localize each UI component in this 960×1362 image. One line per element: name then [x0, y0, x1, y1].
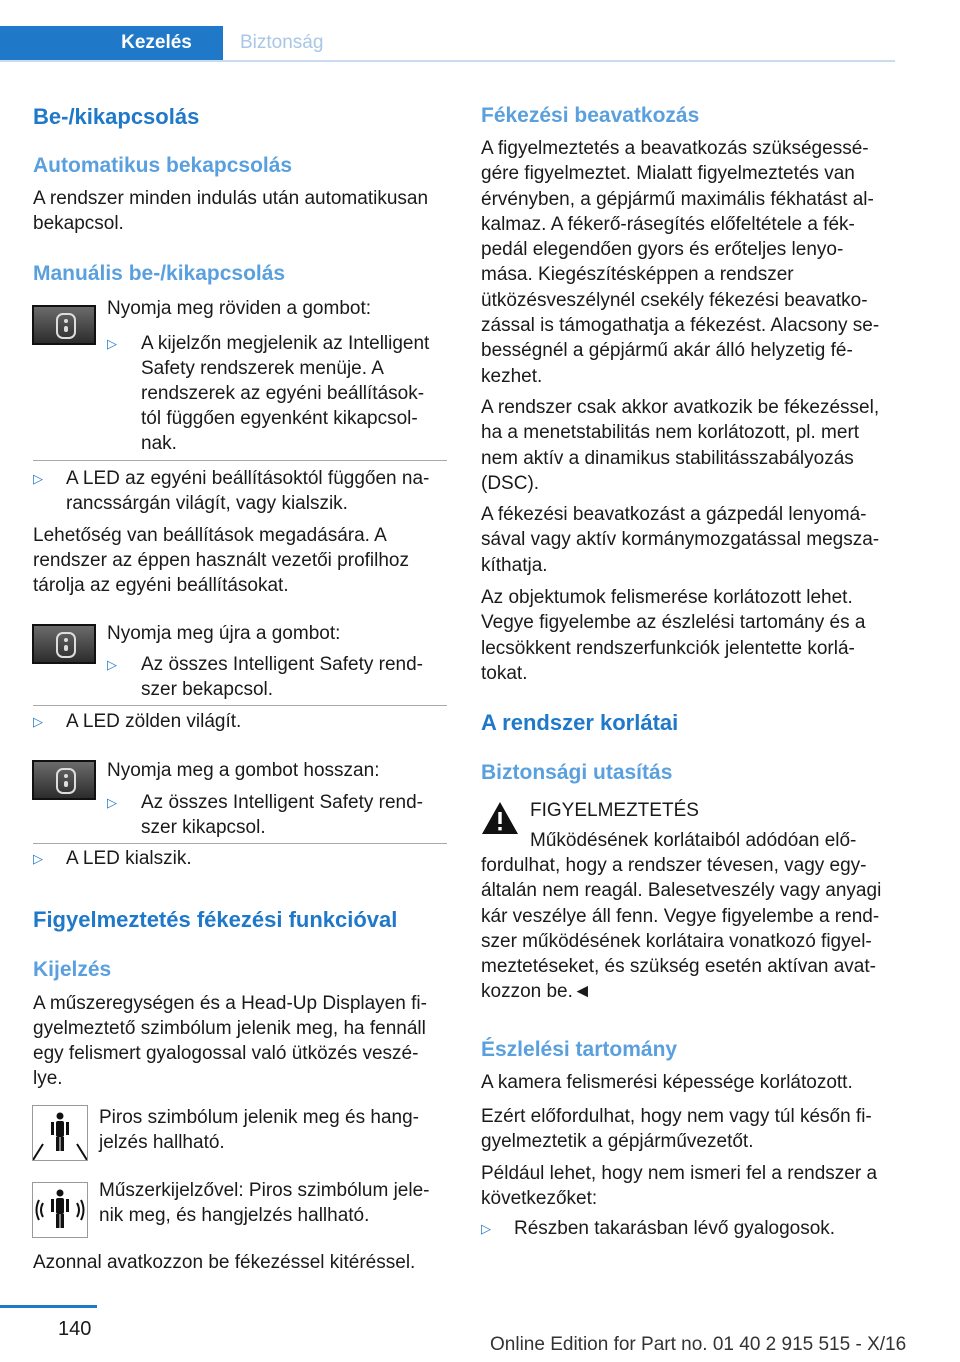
disp-l2: gyelmeztető szimbólum jelenik meg, ha fennáll: [33, 1018, 426, 1039]
text-line: kíthatja.: [481, 554, 548, 576]
tab-biztonsag[interactable]: Biztonság: [240, 32, 324, 53]
warning-title: FIGYELMEZTETÉS: [530, 800, 699, 821]
triangle-bullet-icon: ▷: [481, 1221, 491, 1236]
edition-text: Online Edition for Part no. 01 40 2 915 515 - X/16: [490, 1334, 907, 1355]
triangle-bullet-icon: ▷: [33, 851, 43, 866]
text-line: Az objektumok felismerése korlátozott lehet.: [481, 587, 853, 608]
b3-item1-l1: Az összes Intelligent Safety rend‐: [141, 792, 423, 813]
disp-l4: lye.: [33, 1068, 63, 1089]
b1-item2-l2: rancssárgán világít, vagy kialszik.: [66, 493, 348, 514]
separator: [33, 705, 447, 706]
text-line: szer működésének korlátaira vonatkozó figyel‐: [481, 930, 872, 952]
range-text-2a: Ezért előfordulhat, hogy nem vagy túl későn fi‐: [481, 1106, 872, 1127]
text-line: általán nem reagál. Balesetveszély vagy anyagi: [481, 880, 882, 902]
heading-warning-brake: Figyelmeztetés fékezési funkcióval: [33, 907, 398, 932]
final-text: Azonnal avatkozzon be fékezéssel kitéréssel.: [33, 1252, 416, 1273]
warning-body: [481, 853, 881, 1005]
range-item: Részben takarásban lévő gyalogosok.: [514, 1218, 836, 1239]
text-line: zással is támogathatja a fékezést. Alacsony se‐: [481, 315, 880, 337]
text-line: ütközésveszélynél csekély fékezési beavatko‐: [481, 289, 868, 311]
text-line: pedál elegendően gyors és erőteljes lenyo‐: [481, 239, 844, 261]
para-brake-2: [481, 395, 879, 496]
text-line: sával vagy aktív kormánymozgatással megsza‐: [481, 529, 880, 551]
b1-item1-l3: rendszerek az egyéni beállítások‐: [141, 383, 425, 404]
b3-intro: Nyomja meg a gombot hosszan:: [107, 760, 380, 781]
heading-detection-range: Észlelési tartomány: [481, 1038, 678, 1061]
pedestrian-warning-icon: [32, 1105, 88, 1161]
text-line: A fékezési beavatkozást a gázpedál lenyomá‐: [481, 504, 867, 525]
text-line: (DSC).: [481, 472, 540, 494]
b1-item2-l1: A LED az egyéni beállításoktól függően na‐: [66, 468, 430, 489]
range-text-1: A kamera felismerési képessége korlátozott.: [481, 1072, 853, 1093]
text-line: ha a menetstabilitás nem korlátozott, pl. mert: [481, 422, 860, 444]
tab-kezeles[interactable]: Kezelés: [0, 26, 223, 60]
p1-l1: Lehetőség van beállítások megadására. A: [33, 525, 387, 546]
sym1-l2: jelzés hallható.: [99, 1132, 225, 1153]
heading-brake-intervention: Fékezési beavatkozás: [481, 104, 700, 127]
page-number: 140: [58, 1318, 92, 1340]
para-brake-4: [481, 585, 865, 686]
text-line: Vegye figyelembe az észlelési tartomány és a: [481, 612, 866, 634]
b1-item1-l5: nak.: [141, 433, 177, 454]
warning-triangle-icon: [480, 800, 520, 841]
text-line: tokat.: [481, 662, 528, 684]
p1-l3: tárolja az egyéni beállításokat.: [33, 575, 289, 596]
footer-rule: [0, 1305, 97, 1308]
sym1-l1: Piros szimbólum jelenik meg és hang‐: [99, 1107, 419, 1128]
separator: [33, 460, 107, 461]
text-line: gére figyelmeztet. Mialatt figyelmeztetés van: [481, 163, 855, 185]
warning-l1: Működésének korlátaiból adódóan elő‐: [530, 830, 857, 851]
triangle-bullet-icon: ▷: [107, 336, 117, 351]
text-line: fordulhat, hogy a rendszer tévesen, vagy egy‐: [481, 855, 867, 876]
b2-intro: Nyomja meg újra a gombot:: [107, 623, 341, 644]
text-line: bességnél a gépjármű akár álló helyzetig fé‐: [481, 340, 853, 362]
intelligent-safety-button-icon: [32, 624, 96, 664]
b1-item1-l4: tól függően egyenként kikapcsol‐: [141, 408, 418, 429]
b2-item1-l2: szer bekapcsol.: [141, 679, 274, 700]
text-line: kalmaz. A fékerő-rásegítés előfeltétele a fék‐: [481, 213, 855, 235]
sym2-l2: nik meg, és hangjelzés hallható.: [99, 1205, 370, 1226]
p1-l2: rendszer az éppen használt vezetői profilhoz: [33, 550, 410, 571]
separator: [33, 843, 447, 844]
intelligent-safety-button-icon: [32, 760, 96, 800]
text-line: A rendszer csak akkor avatkozik be fékezéssel,: [481, 397, 880, 418]
b1-item1-l1: A kijelzőn megjelenik az Intelligent: [141, 333, 430, 354]
text-line: érvényben, a gépjármű maximális fékhatást al‐: [481, 188, 874, 210]
triangle-bullet-icon: ▷: [107, 795, 117, 810]
auto-text-1: A rendszer minden indulás után automatikusan: [33, 188, 429, 209]
triangle-bullet-icon: ▷: [107, 657, 117, 672]
heading-auto-on: Automatikus bekapcsolás: [33, 154, 293, 177]
sym2-l1: Műszerkijelzővel: Piros szimbólum jele‐: [99, 1180, 430, 1201]
heading-on-off: Be-/kikapcsolás: [33, 104, 200, 129]
b2-item1-l1: Az összes Intelligent Safety rend‐: [141, 654, 423, 675]
text-line: kozzon be.◄: [481, 981, 592, 1003]
heading-safety-note: Biztonsági utasítás: [481, 761, 673, 784]
disp-l3: egy felismert gyalogossal való ütközés veszé‐: [33, 1043, 419, 1064]
range-text-3b: következőket:: [481, 1188, 598, 1209]
text-line: kezhet.: [481, 365, 543, 387]
para-brake-1: [481, 136, 879, 389]
text-line: A figyelmeztetés a beavatkozás szükségessé‐: [481, 138, 869, 159]
para-brake-3: [481, 502, 879, 578]
triangle-bullet-icon: ▷: [33, 471, 43, 486]
disp-l1: A műszeregységen és a Head-Up Displayen fi‐: [33, 993, 427, 1014]
b1-intro: Nyomja meg röviden a gombot:: [107, 298, 372, 319]
heading-display: Kijelzés: [33, 958, 112, 981]
text-line: meztetéseket, és szükség esetén aktívan avat‐: [481, 956, 876, 978]
intelligent-safety-button-icon: [32, 305, 96, 345]
b3-item1-l2: szer kikapcsol.: [141, 817, 266, 838]
b2-item2: A LED zölden világít.: [66, 711, 242, 732]
text-line: kár veszélye áll fenn. Vegye figyelembe a rend‐: [481, 905, 880, 927]
tab-divider: [0, 60, 895, 62]
range-text-3a: Például lehet, hogy nem ismeri fel a rendszer a: [481, 1163, 878, 1184]
heading-manual: Manuális be-/kikapcsolás: [33, 262, 286, 285]
separator: [107, 460, 447, 461]
heading-system-limits: A rendszer korlátai: [481, 710, 679, 735]
text-line: nem aktív a dinamikus stabilitásszabályozás: [481, 447, 854, 469]
text-line: mása. Kiegészítésképpen a rendszer: [481, 264, 794, 286]
pedestrian-sound-warning-icon: [32, 1182, 88, 1238]
b1-item1-l2: Safety rendszerek menüje. A: [141, 358, 384, 379]
triangle-bullet-icon: ▷: [33, 714, 43, 729]
text-line: lecsökkent rendszerfunkciók jelentette korlá‐: [481, 637, 855, 659]
b3-item2: A LED kialszik.: [66, 848, 192, 869]
auto-text-2: bekapcsol.: [33, 213, 124, 234]
range-text-2b: gyelmeztetik a gépjárművezetőt.: [481, 1131, 754, 1152]
header-tabs: [0, 26, 895, 62]
